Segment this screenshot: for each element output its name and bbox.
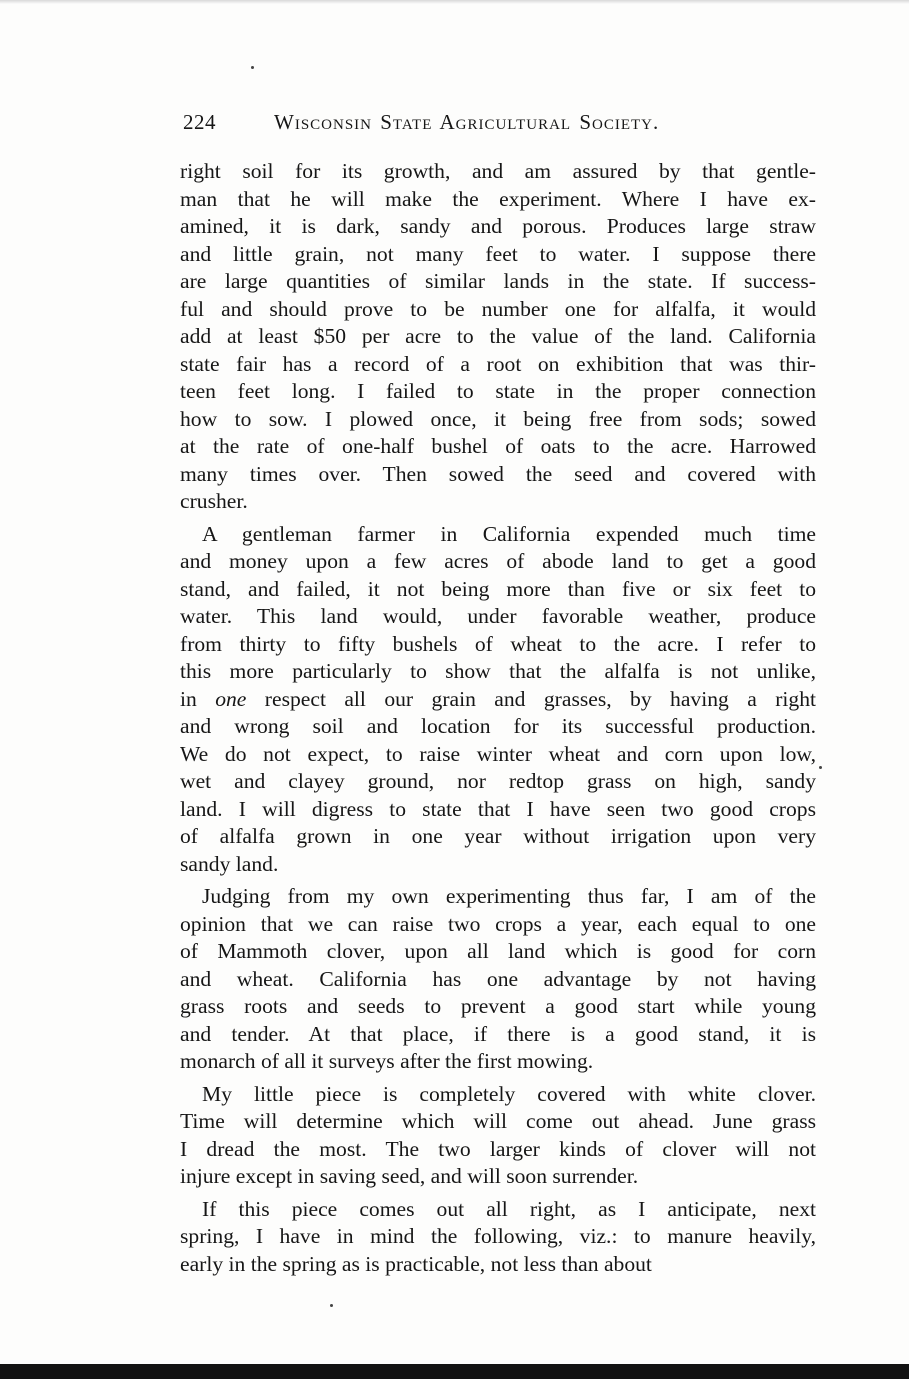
text-line: Time will determine which will come out ahead. June grass: [180, 1109, 816, 1133]
text-line: at the rate of one-half bushel of oats to the acre. Harrowed: [180, 434, 816, 458]
page-number: 224: [183, 110, 216, 134]
text-line: many times over. Then sowed the seed and covered with: [180, 461, 816, 486]
text-line: crusher.: [180, 489, 248, 513]
print-speck: [251, 66, 254, 69]
text-line: wet and clayey ground, nor redtop grass on high, sandy: [180, 769, 816, 793]
body-text: [180, 158, 816, 1278]
page-top-edge: [0, 0, 909, 4]
text-line: state fair has a record of a root on exhibition that was thir-: [180, 351, 816, 376]
text-line: water. This land would, under favorable weather, produce: [180, 604, 816, 628]
page-header: [183, 108, 743, 142]
text-line: and little grain, not many feet to water. I suppose there: [180, 241, 816, 266]
text-line: how to sow. I plowed once, it being free from sods; sowed: [180, 406, 816, 431]
text-line: of Mammoth clover, upon all land which is good for corn: [180, 939, 816, 963]
paragraph: [180, 158, 816, 516]
text-line: Judging from my own experimenting thus far, I am of the: [202, 884, 816, 908]
text-line: from thirty to fifty bushels of wheat to the acre. I refer to: [180, 631, 816, 656]
text-line: teen feet long. I failed to state in the proper connection: [180, 379, 816, 403]
text-line: are large quantities of similar lands in the state. If success-: [180, 269, 816, 293]
text-line: ful and should prove to be number one for alfalfa, it would: [180, 296, 816, 321]
text-line: add at least $50 per acre to the value of the land. California: [180, 324, 816, 348]
text-line: If this piece comes out all right, as I anticipate, next: [202, 1196, 816, 1221]
text-line: and wheat. California has one advantage by not having: [180, 966, 816, 991]
text-line: man that he will make the experiment. Where I have ex-: [180, 186, 816, 211]
text-line: My little piece is completely covered with white clover.: [202, 1081, 816, 1106]
scan-bottom-band: [0, 1364, 909, 1379]
paragraph: [180, 1196, 816, 1279]
text-line: and tender. At that place, if there is a good stand, it is: [180, 1021, 816, 1046]
text-line: monarch of all it surveys after the first mowing.: [180, 1049, 594, 1073]
text-line: sandy land.: [180, 851, 279, 876]
paragraph: [180, 883, 816, 1076]
text-line: stand, and failed, it not being more than five or six feet to: [180, 576, 816, 601]
text-line: early in the spring as is practicable, not less than about: [180, 1251, 652, 1276]
text-line: I dread the most. The two larger kinds of clover will not: [180, 1136, 816, 1161]
text-line: this more particularly to show that the alfalfa is not unlike,: [180, 659, 816, 683]
text-line: in one respect all our grain and grasses, by having a right: [180, 686, 816, 711]
text-line: right soil for its growth, and am assured by that gentle-: [180, 159, 816, 183]
print-speck: [819, 766, 822, 769]
text-line: A gentleman farmer in California expended much time: [202, 521, 816, 546]
text-line: of alfalfa grown in one year without irrigation upon very: [180, 824, 816, 848]
text-line: and wrong soil and location for its successful production.: [180, 714, 816, 738]
text-line: We do not expect, to raise winter wheat and corn upon low,: [180, 741, 816, 766]
text-line: injure except in saving seed, and will soon surrender.: [180, 1164, 639, 1188]
print-speck: [330, 1304, 333, 1307]
text-line: opinion that we can raise two crops a year, each equal to one: [180, 911, 816, 936]
paragraph: [180, 521, 816, 879]
running-head: Wisconsin State Agricultural Society.: [274, 110, 660, 134]
text-line: and money upon a few acres of abode land to get a good: [180, 549, 816, 573]
text-line: amined, it is dark, sandy and porous. Produces large straw: [180, 214, 816, 238]
text-line: land. I will digress to state that I have seen two good crops: [180, 796, 816, 821]
text-line: grass roots and seeds to prevent a good start while young: [180, 994, 816, 1018]
text-line: spring, I have in mind the following, viz.: to manure heavily,: [180, 1224, 816, 1248]
paragraph: [180, 1081, 816, 1191]
